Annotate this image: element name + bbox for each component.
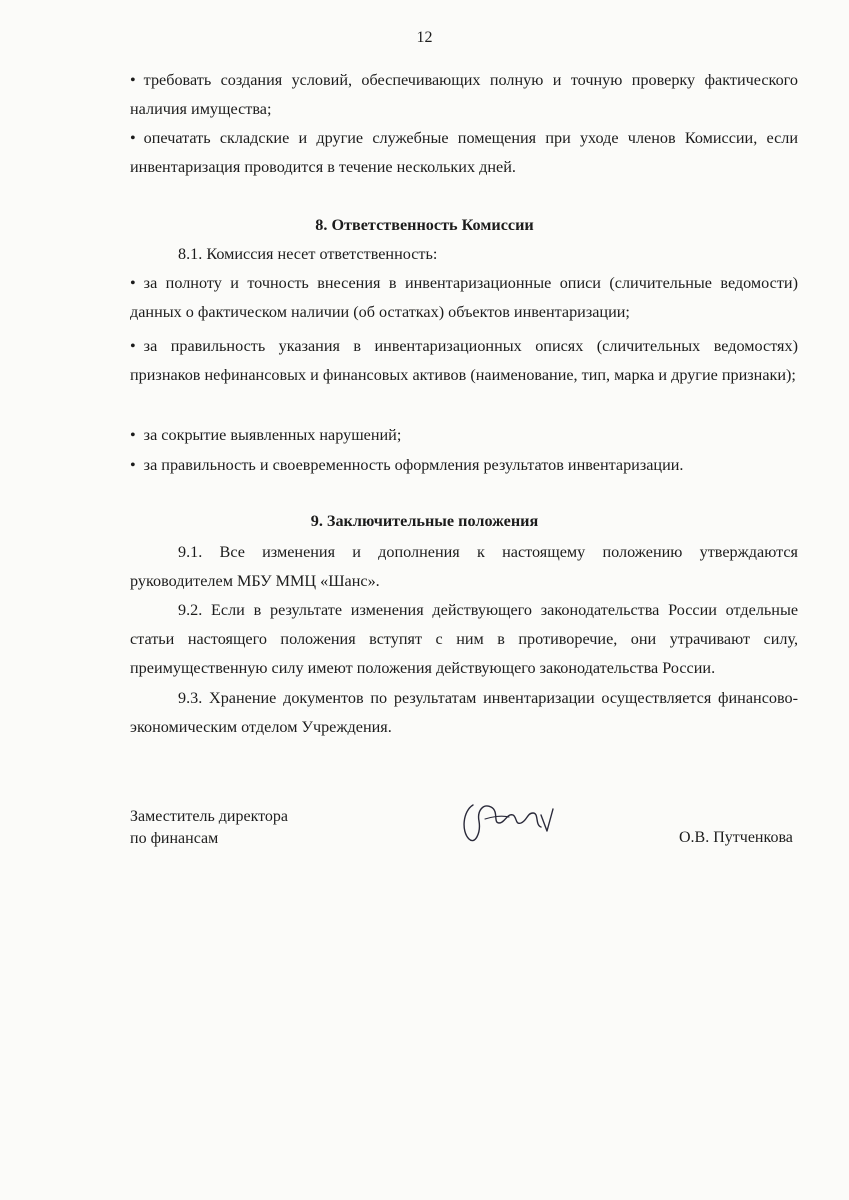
signer-name: О.В. Путченкова — [679, 829, 793, 846]
page-number: 12 — [416, 29, 433, 46]
bullet-text: требовать создания условий, обеспечивающих полную и точную проверку фактического наличия имущества; — [130, 71, 798, 118]
signer-position-line2: по финансам — [130, 830, 219, 847]
bullet-icon: • — [130, 129, 136, 147]
section-8-intro: 8.1. Комиссия несет ответственность: — [178, 245, 438, 263]
paragraph-9-3: 9.3. Хранение документов по результатам инвентаризации осуществляется финансово-экономическим отделом Учреждения. — [130, 689, 798, 736]
bullet-icon: • — [130, 426, 136, 444]
bullet-item — [130, 421, 798, 450]
bullet-icon: • — [130, 337, 136, 355]
paragraph-9-2: 9.2. Если в результате изменения действующего законодательства России отдельные статьи настоящего положения вступят с ним в противоречие, они утрачивают силу, преимущественную силу имеют положения действующего законодательства России. — [130, 601, 798, 677]
bullet-item — [130, 66, 798, 124]
bullet-icon: • — [130, 274, 136, 292]
bullet-text: за правильность и своевременность оформления результатов инвентаризации. — [143, 456, 684, 474]
bullet-icon: • — [130, 456, 136, 474]
signer-position-line1: Заместитель директора — [130, 808, 289, 825]
bullet-text: за полноту и точность внесения в инвентаризационные описи (сличительные ведомости) данных о фактическом наличии (об остатках) объектов инвентаризации; — [130, 274, 798, 321]
signer-position — [130, 806, 288, 850]
paragraph-9-1: 9.1. Все изменения и дополнения к настоящему положению утверждаются руководителем МБУ ММЦ «Шанс». — [130, 543, 798, 590]
bullet-item — [130, 451, 798, 480]
bullet-item — [130, 332, 798, 390]
bullet-text: опечатать складские и другие служебные помещения при уходе членов Комиссии, если инвентаризация проводится в течение нескольких дней. — [130, 129, 798, 176]
section-8-title: 8. Ответственность Комиссии — [315, 216, 534, 234]
bullet-icon: • — [130, 71, 136, 89]
bullet-item — [130, 269, 798, 327]
handwritten-signature — [455, 793, 555, 853]
bullet-text: за сокрытие выявленных нарушений; — [143, 426, 402, 444]
bullet-item — [130, 124, 798, 182]
section-9-title: 9. Заключительные положения — [310, 512, 539, 530]
bullet-text: за правильность указания в инвентаризационных описях (сличительных ведомостях) признаков нефинансовых и финансовых активов (наименование, тип, марка и другие признаки); — [130, 337, 798, 384]
